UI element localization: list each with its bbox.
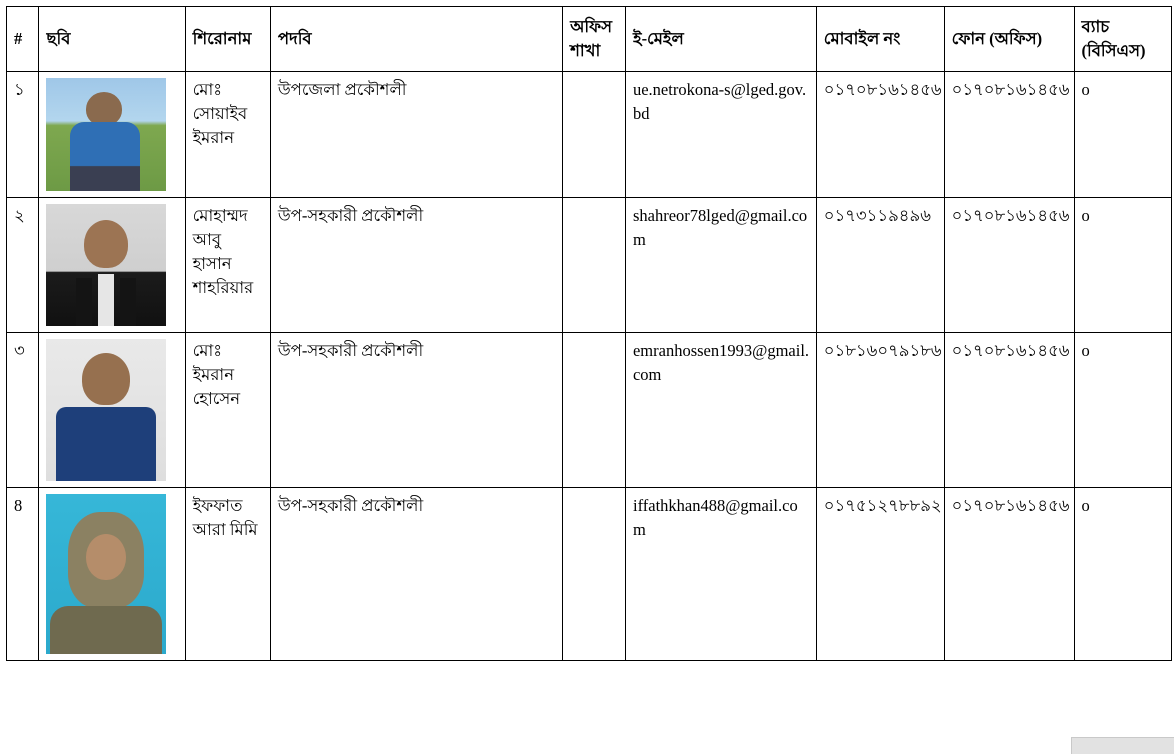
cell-branch [563, 71, 626, 197]
cell-branch [563, 487, 626, 660]
cell-mobile: ০১৭০৮১৬১৪৫৬ [816, 71, 944, 197]
person-photo-1 [46, 78, 166, 191]
cell-email: emranhossen1993@gmail.com [625, 332, 816, 487]
person-photo-2 [46, 204, 166, 326]
cell-mobile: ০১৮১৬০৭৯১৮৬ [816, 332, 944, 487]
column-header-photo: ছবি [39, 7, 185, 72]
cell-photo [39, 332, 185, 487]
cell-designation: উপজেলা প্রকৌশলী [270, 71, 562, 197]
cell-photo [39, 197, 185, 332]
portrait-image [46, 204, 166, 326]
table-header-row [7, 7, 1172, 72]
cell-batch: o [1074, 487, 1171, 660]
cell-email: shahreor78lged@gmail.com [625, 197, 816, 332]
table-row [7, 71, 1172, 197]
cell-name: ইফফাত আরা মিমি [185, 487, 270, 660]
cell-serial: ২ [7, 197, 39, 332]
cell-serial: ৩ [7, 332, 39, 487]
cell-email: iffathkhan488@gmail.com [625, 487, 816, 660]
column-header-name: শিরোনাম [185, 7, 270, 72]
column-header-office-phone: ফোন (অফিস) [944, 7, 1074, 72]
cell-name: মোঃ সোয়াইব ইমরান [185, 71, 270, 197]
portrait-body [50, 606, 162, 654]
cell-name: মোঃ ইমরান হোসেন [185, 332, 270, 487]
cell-mobile: ০১৭৩১১৯৪৯৬ [816, 197, 944, 332]
portrait-image [46, 78, 166, 191]
cell-office-phone: ০১৭০৮১৬১৪৫৬ [944, 487, 1074, 660]
document-page [0, 6, 1174, 754]
cell-office-phone: ০১৭০৮১৬১৪৫৬ [944, 71, 1074, 197]
cell-designation: উপ-সহকারী প্রকৌশলী [270, 332, 562, 487]
column-header-serial: # [7, 7, 39, 72]
table-row [7, 332, 1172, 487]
table-row [7, 197, 1172, 332]
cell-designation: উপ-সহকারী প্রকৌশলী [270, 197, 562, 332]
column-header-mobile: মোবাইল নং [816, 7, 944, 72]
cell-branch [563, 197, 626, 332]
cell-designation: উপ-সহকারী প্রকৌশলী [270, 487, 562, 660]
column-header-designation: পদবি [270, 7, 562, 72]
column-header-batch: ব্যাচ (বিসিএস) [1074, 7, 1171, 72]
column-header-email: ই-মেইল [625, 7, 816, 72]
cell-batch: o [1074, 332, 1171, 487]
cell-batch: o [1074, 197, 1171, 332]
cell-branch [563, 332, 626, 487]
table-body [7, 71, 1172, 660]
cell-batch: o [1074, 71, 1171, 197]
scrollbar-corner[interactable] [1071, 737, 1174, 754]
cell-photo [39, 487, 185, 660]
person-photo-3 [46, 339, 166, 481]
cell-name: মোহাম্মদ আবু হাসান শাহরিয়ার [185, 197, 270, 332]
cell-mobile: ০১৭৫১২৭৮৮৯২ [816, 487, 944, 660]
cell-office-phone: ০১৭০৮১৬১৪৫৬ [944, 332, 1074, 487]
cell-email: ue.netrokona-s@lged.gov.bd [625, 71, 816, 197]
table-header [7, 7, 1172, 72]
cell-serial: ১ [7, 71, 39, 197]
cell-office-phone: ০১৭০৮১৬১৪৫৬ [944, 197, 1074, 332]
person-photo-4 [46, 494, 166, 654]
column-header-branch: অফিস শাখা [563, 7, 626, 72]
portrait-image [46, 339, 166, 481]
cell-photo [39, 71, 185, 197]
staff-directory-table [6, 6, 1172, 661]
table-row [7, 487, 1172, 660]
cell-serial: 8 [7, 487, 39, 660]
